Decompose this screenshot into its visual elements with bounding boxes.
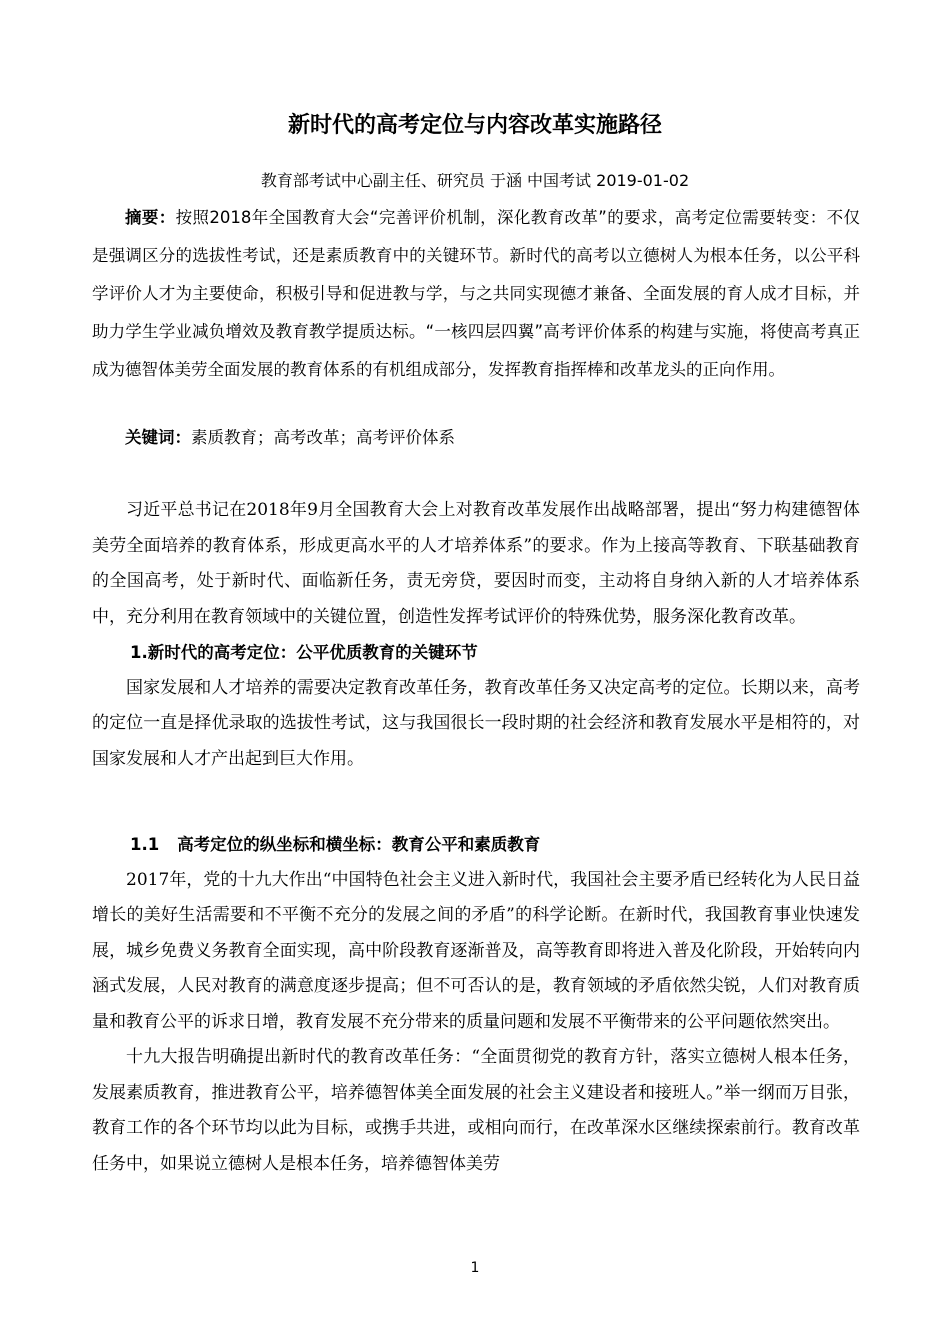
keywords-paragraph — [92, 423, 860, 453]
body-paragraph: 十九大报告明确提出新时代的教育改革任务：“全面贯彻党的教育方针，落实立德树人根本任务，发展素质教育，推进教育公平，培养德智体美全面发展的社会主义建设者和接班人。”举一纲而万目张，教育工作的各个环节均以此为目标，或携手共进，或相向而行，在改革深水区继续探索前行。教育改革任务中，如果说立德树人是根本任务，培养德智体美劳 — [92, 1047, 860, 1174]
section-heading-1-1 — [92, 827, 860, 863]
abstract-label: 摘要： — [125, 208, 176, 227]
body-paragraph: 国家发展和人才培养的需要决定教育改革任务，教育改革任务又决定高考的定位。长期以来，高考的定位一直是择优录取的选拔性考试，这与我国很长一段时期的社会经济和教育发展水平是相符的，对国家发展和人才产出起到巨大作用。 — [92, 677, 860, 769]
page-number: 1 — [470, 1260, 480, 1276]
abstract-paragraph — [92, 199, 860, 389]
keywords-text: 素质教育；高考改革；高考评价体系 — [191, 428, 455, 447]
document-title: 新时代的高考定位与内容改革实施路径 — [287, 113, 662, 138]
document-byline: 教育部考试中心副主任、研究员 于涵 中国考试 2019-01-02 — [260, 171, 690, 190]
section-heading-1: 1.新时代的高考定位：公平优质教育的关键环节 — [130, 643, 478, 662]
keywords-label: 关键词： — [125, 428, 191, 447]
abstract-section — [92, 199, 860, 389]
body-paragraph: 习近平总书记在2018年9月全国教育大会上对教育改革发展作出战略部署，提出“努力构建德智体美劳全面培养的教育体系，形成更高水平的人才培养体系”的要求。作为上接高等教育、下联基础教育的全国高考，处于新时代、面临新任务，责无旁贷，要因时而变，主动将自身纳入新的人才培养体系中，充分利用在教育领域中的关键位置，创造性发挥考试评价的特殊优势，服务深化教育改革。 — [92, 500, 860, 627]
body-section-1 — [92, 493, 860, 777]
abstract-text: 按照2018年全国教育大会“完善评价机制，深化教育改革”的要求，高考定位需要转变：不仅是强调区分的选拔性考试，还是素质教育中的关键环节。新时代的高考以立德树人为根本任务，以公平科学评价人才为主要使命，积极引导和促进教与学，与之共同实现德才兼备、全面发展的育人成才目标，并助力学生学业减负增效及教育教学提质达标。“一核四层四翼”高考评价体系的构建与实施，将使高考真正成为德智体美劳全面发展的教育体系的有机组成部分，发挥教育指挥棒和改革龙头的正向作用。 — [92, 208, 860, 379]
body-section-2 — [92, 827, 860, 1182]
body-paragraph: 2017年，党的十九大作出“中国特色社会主义进入新时代，我国社会主要矛盾已经转化为人民日益增长的美好生活需要和不平衡不充分的发展之间的矛盾”的科学论断。在新时代，我国教育事业快速发展，城乡免费义务教育全面实现，高中阶段教育逐渐普及，高等教育即将进入普及化阶段，开始转向内涵式发展，人民对教育的满意度逐步提高；但不可否认的是，教育领域的矛盾依然尖锐，人们对教育质量和教育公平的诉求日增，教育发展不充分带来的质量问题和发展不平衡带来的公平问题依然突出。 — [92, 869, 860, 1032]
heading-text: 高考定位的纵坐标和横坐标：教育公平和素质教育 — [177, 835, 541, 854]
heading-number: 1.1 — [130, 835, 160, 854]
keywords-section — [92, 423, 860, 453]
